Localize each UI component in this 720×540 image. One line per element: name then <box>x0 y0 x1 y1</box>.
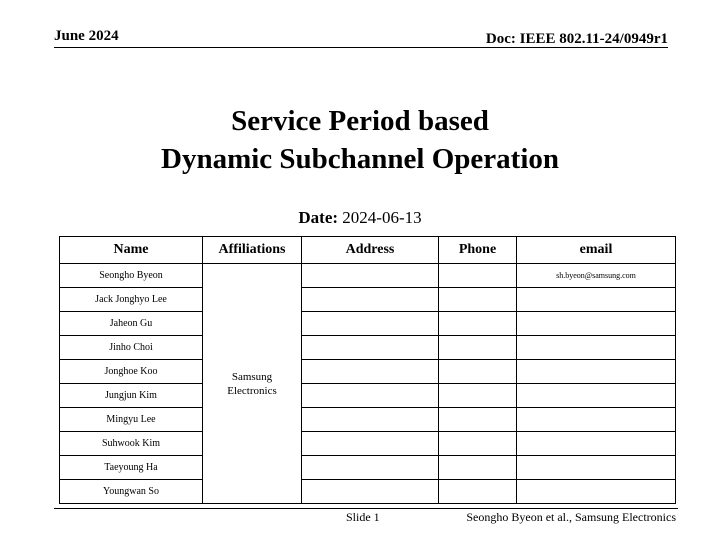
header-phone: Phone <box>439 237 517 264</box>
author-phone <box>439 336 517 360</box>
author-email <box>517 384 676 408</box>
author-name: Jinho Choi <box>60 336 203 360</box>
table-row <box>60 456 676 480</box>
author-email <box>517 360 676 384</box>
affiliation-line-1: Samsung <box>231 370 273 383</box>
author-address <box>302 408 439 432</box>
header-doc-id: Doc: IEEE 802.11-24/0949r1 <box>485 31 668 47</box>
author-address <box>302 264 439 288</box>
author-address <box>302 360 439 384</box>
author-phone <box>439 408 517 432</box>
author-name: Taeyoung Ha <box>60 456 203 480</box>
author-name: Seongho Byeon <box>60 264 203 288</box>
author-phone <box>439 360 517 384</box>
header-address: Address <box>302 237 439 264</box>
table-body <box>60 264 676 504</box>
author-address <box>302 384 439 408</box>
title-line-2: Dynamic Subchannel Operation <box>161 143 559 175</box>
table-header-row <box>60 237 676 264</box>
table-row <box>60 360 676 384</box>
table-row <box>60 384 676 408</box>
author-address <box>302 432 439 456</box>
table-row <box>60 336 676 360</box>
date-line <box>0 208 720 228</box>
author-phone <box>439 384 517 408</box>
author-email <box>517 456 676 480</box>
author-name: Jungjun Kim <box>60 384 203 408</box>
header-date: June 2024 <box>54 28 119 44</box>
slide-title <box>0 102 720 178</box>
affiliation-line-2: Electronics <box>227 384 277 397</box>
author-email <box>517 288 676 312</box>
author-address <box>302 456 439 480</box>
header-name: Name <box>60 237 203 264</box>
author-address <box>302 480 439 504</box>
author-address <box>302 288 439 312</box>
author-name: Jaheon Gu <box>60 312 203 336</box>
header-divider <box>54 47 668 48</box>
author-email <box>517 408 676 432</box>
author-phone <box>439 264 517 288</box>
table-row <box>60 288 676 312</box>
author-address <box>302 312 439 336</box>
title-line-1: Service Period based <box>231 105 489 137</box>
author-email <box>517 312 676 336</box>
header-email: email <box>517 237 676 264</box>
author-address <box>302 336 439 360</box>
authors-table <box>59 236 676 504</box>
affiliation-cell <box>203 264 302 504</box>
author-name: Jonghoe Koo <box>60 360 203 384</box>
author-name: Jack Jonghyo Lee <box>60 288 203 312</box>
footer-slide-number: Slide 1 <box>346 510 380 524</box>
author-name: Mingyu Lee <box>60 408 203 432</box>
author-email <box>517 432 676 456</box>
footer-author: Seongho Byeon et al., Samsung Electronics <box>466 510 676 524</box>
author-phone <box>439 456 517 480</box>
author-email <box>517 480 676 504</box>
table-row <box>60 432 676 456</box>
date-value: 2024-06-13 <box>342 208 422 227</box>
author-email: sh.byeon@samsung.com <box>517 264 676 288</box>
author-phone <box>439 480 517 504</box>
author-name: Suhwook Kim <box>60 432 203 456</box>
table-row <box>60 312 676 336</box>
author-phone <box>439 432 517 456</box>
author-phone <box>439 288 517 312</box>
footer-divider <box>54 508 678 509</box>
table-row <box>60 408 676 432</box>
author-name: Youngwan So <box>60 480 203 504</box>
header-affiliations: Affiliations <box>203 237 302 264</box>
author-email <box>517 336 676 360</box>
date-label: Date: <box>298 208 339 227</box>
table-row <box>60 264 676 288</box>
author-phone <box>439 312 517 336</box>
table-row <box>60 480 676 504</box>
